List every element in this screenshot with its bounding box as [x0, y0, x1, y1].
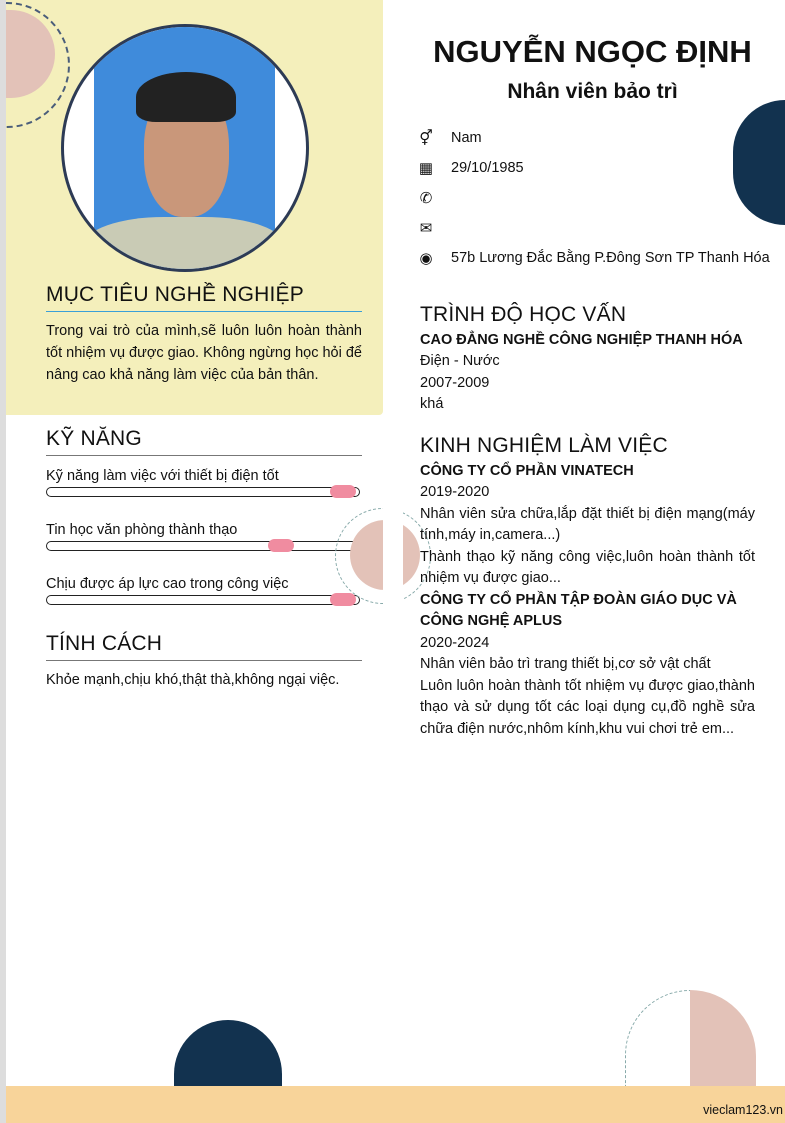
- company-name: CÔNG TY CỔ PHẦN TẬP ĐOÀN GIÁO DỤC VÀ CÔNG NGHỆ APLUS: [420, 591, 737, 629]
- school-name: CAO ĐẲNG NGHỀ CÔNG NGHIỆP THANH HÓA: [420, 331, 743, 348]
- job-desc: Luôn luôn hoàn thành tốt nhiệm vụ được giao,thành thạo và sử dụng tốt các loại dụng cụ,đồ nghề sửa chữa điện nước,nhôm kính,khu vui chơi trẻ em...: [420, 677, 755, 737]
- dob-value: 29/10/1985: [451, 160, 524, 176]
- skill-bar: [46, 487, 360, 497]
- info-email: [416, 218, 781, 238]
- skill-bar: [46, 595, 360, 605]
- info-dob: [416, 158, 781, 178]
- candidate-name: NGUYỄN NGỌC ĐỊNH: [433, 34, 752, 69]
- info-phone: [416, 188, 781, 208]
- footer-bar: [6, 1086, 785, 1123]
- skill-item: [46, 576, 360, 605]
- skill-bar: [46, 541, 360, 551]
- job-period: 2019-2020: [420, 484, 490, 500]
- footer-site: vieclam123.vn: [703, 1103, 783, 1117]
- skill-level-knob: [330, 593, 356, 606]
- skill-level-knob: [268, 539, 294, 552]
- personality-text: Khỏe mạnh,chịu khó,thật thà,không ngại việc.: [46, 672, 340, 688]
- info-gender: [416, 128, 781, 148]
- avatar-photo: [61, 24, 309, 272]
- calendar-icon: ▦: [418, 160, 434, 177]
- address-value: 57b Lương Đắc Bằng P.Đông Sơn TP Thanh Hóa: [451, 250, 770, 266]
- company-name: CÔNG TY CỔ PHẦN VINATECH: [420, 462, 634, 479]
- grade: khá: [420, 396, 444, 412]
- gender-icon: ⚥: [419, 130, 433, 147]
- decor-circle-dashed-bottom: [625, 990, 690, 1086]
- gender-value: Nam: [451, 130, 482, 146]
- skill-label: Chịu được áp lực cao trong công việc: [46, 576, 289, 592]
- section-title: TRÌNH ĐỘ HỌC VẤN: [420, 303, 627, 326]
- skill-item: [46, 468, 360, 497]
- period: 2007-2009: [420, 374, 490, 391]
- experience-section: [420, 435, 755, 740]
- skill-level-knob: [330, 485, 356, 498]
- major: Điện - Nước: [420, 353, 500, 369]
- skill-label: Kỹ năng làm việc với thiết bị điện tốt: [46, 468, 279, 484]
- skill-label: Tin học văn phòng thành thạo: [46, 522, 238, 538]
- info-address: [416, 248, 781, 268]
- education-section: [420, 304, 755, 416]
- job-desc: Nhân viên bảo trì trang thiết bị,cơ sở vật chất: [420, 656, 711, 672]
- email-icon: ✉: [419, 220, 433, 237]
- job-desc: Nhân viên sửa chữa,lắp đặt thiết bị điện mạng(máy tính,máy in,camera...): [420, 505, 755, 543]
- section-title: TÍNH CÁCH: [46, 632, 362, 661]
- job-desc: Thành thạo kỹ năng công việc,luôn hoàn thành tốt nhiệm vụ được giao...: [420, 548, 755, 586]
- skills-section: [46, 427, 362, 456]
- decor-half-circle-pink-bottom: [690, 990, 756, 1086]
- objective-text: Trong vai trò của mình,sẽ luôn luôn hoàn thành tốt nhiệm vụ được giao. Không ngừng học hỏi để nâng cao khả năng làm việc của bản thân.: [46, 323, 362, 383]
- candidate-role: Nhân viên bảo trì: [507, 80, 678, 103]
- objective-section: [46, 283, 362, 386]
- location-pin-icon: ◉: [419, 250, 433, 267]
- section-title: MỤC TIÊU NGHỀ NGHIỆP: [46, 283, 362, 312]
- job-period: 2020-2024: [420, 634, 490, 651]
- decor-circle-navy-bottom: [174, 1020, 282, 1086]
- skill-item: [46, 522, 360, 551]
- section-title: KINH NGHIỆM LÀM VIỆC: [420, 434, 668, 457]
- section-title: KỸ NĂNG: [46, 427, 362, 456]
- personality-section: [46, 632, 362, 691]
- phone-icon: ✆: [419, 190, 433, 207]
